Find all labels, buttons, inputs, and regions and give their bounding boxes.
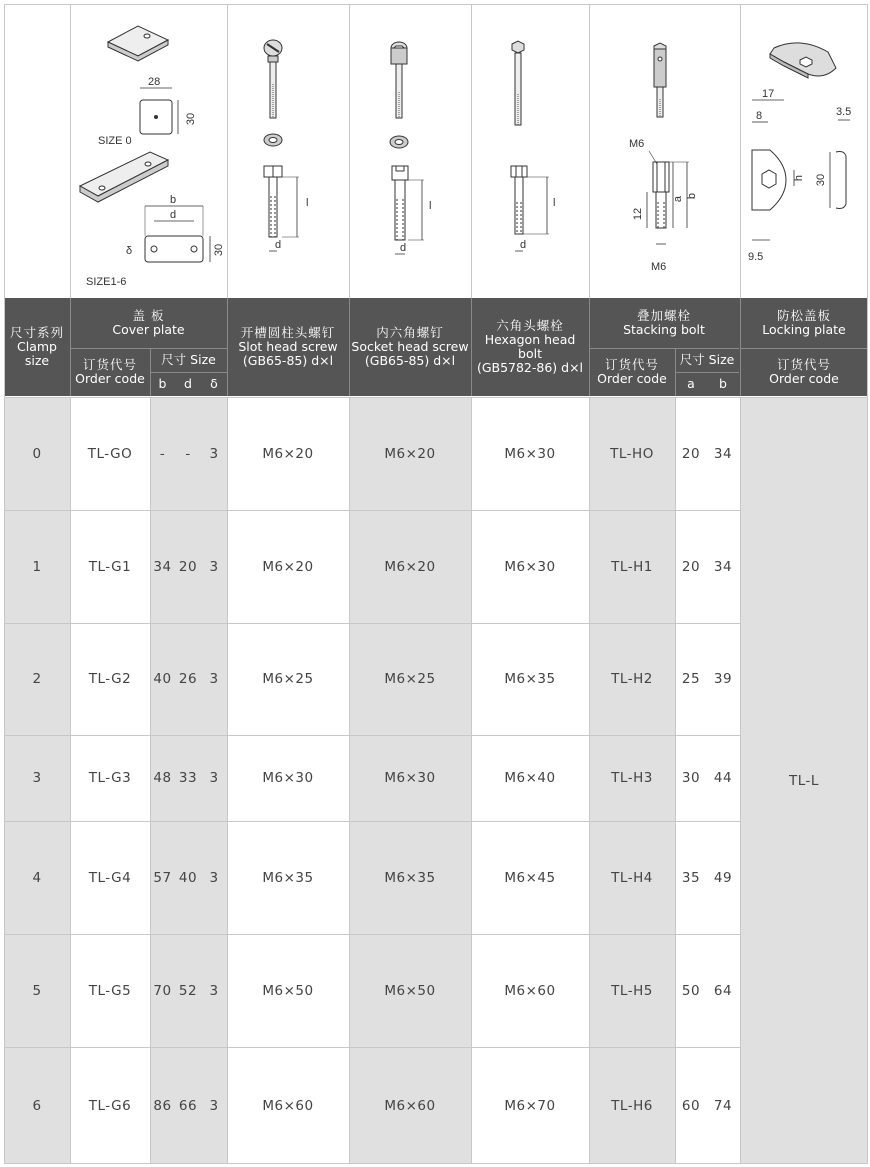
cell-slot: M6×20 <box>262 445 314 462</box>
socket-screw-drawing <box>349 4 471 297</box>
spec-table <box>4 4 868 1164</box>
cell-size: 6 <box>4 1047 70 1164</box>
cell-socket: M6×25 <box>349 623 471 735</box>
grid-hline <box>4 1163 868 1164</box>
size-zh: 尺寸 <box>161 352 187 367</box>
stack-dim-b: b <box>686 192 698 200</box>
cell-delta: 3 <box>201 510 227 623</box>
cell-a: 60 <box>681 1097 701 1114</box>
stack-dim-a: a <box>672 195 684 203</box>
cell-b2: 44 <box>713 770 733 786</box>
cell-a: 50 <box>681 982 701 999</box>
grid-hline <box>4 1047 740 1048</box>
cell-b: 48 <box>150 735 175 821</box>
locking-plate-drawing <box>740 4 868 297</box>
cell-code: TL-G3 <box>88 770 132 786</box>
cell-slot: M6×35 <box>262 869 314 886</box>
grid-vline <box>675 397 676 1164</box>
grid-vline <box>4 4 5 1164</box>
cell-size: 0 <box>4 397 70 510</box>
cell-hex: M6×45 <box>504 869 556 886</box>
cell-a: 25 <box>681 671 701 687</box>
stack-dim-12: 12 <box>632 207 644 221</box>
lock-dim-h: h <box>793 174 805 182</box>
cell-socket: M6×30 <box>349 735 471 821</box>
socket-screw-icon <box>390 42 408 240</box>
cell-a: 30 <box>681 770 701 786</box>
size-en: Size <box>190 352 216 367</box>
grid-hline <box>4 623 740 624</box>
header-col-a: a <box>675 372 707 396</box>
cell-stack: TL-H2 <box>589 623 675 735</box>
stacking-bolt-drawing <box>589 4 739 297</box>
stack-m6-bottom: M6 <box>651 261 667 273</box>
cell-slot: M6×25 <box>262 671 314 687</box>
header-lock-order: 订货代号 Order code <box>740 348 868 396</box>
cell-b: 34 <box>150 510 175 623</box>
hex-dim-d: d <box>520 239 527 251</box>
cell-code: TL-G1 <box>88 558 132 575</box>
grid-vline <box>740 397 741 1164</box>
header-order-code <box>70 348 150 396</box>
grid-vline <box>471 4 472 298</box>
cell-delta: 3 <box>201 623 227 735</box>
grid-hline <box>4 510 740 511</box>
cell-a: 20 <box>681 558 701 575</box>
size0-label: SIZE 0 <box>98 135 132 147</box>
cell-stack: TL-H3 <box>589 735 675 821</box>
hex-dim-l: l <box>553 197 556 209</box>
header-col-b2: b <box>707 372 739 396</box>
cell-b2: 34 <box>713 558 733 575</box>
cell-d: 20 <box>175 510 201 623</box>
cell-stack: TL-HO <box>589 397 675 510</box>
cover-plate-small-icon <box>108 26 168 61</box>
cell-code: TL-G6 <box>88 1097 132 1114</box>
stacking-bolt-icon <box>653 43 669 228</box>
cell-size: 4 <box>4 821 70 934</box>
cell-d: 66 <box>175 1047 201 1164</box>
order-code-en: Order code <box>75 371 145 386</box>
size0-width-label: 28 <box>148 76 161 88</box>
cell-size: 2 <box>4 623 70 735</box>
grid-vline <box>349 397 350 1164</box>
cell-b2: 49 <box>713 869 733 886</box>
size0-height-label: 30 <box>185 112 197 126</box>
cell-d: - <box>175 397 201 510</box>
cover-plate-en: Cover plate <box>112 322 185 337</box>
cell-slot: M6×60 <box>262 1097 314 1114</box>
cell-socket: M6×50 <box>349 934 471 1047</box>
cell-b: - <box>150 397 175 510</box>
cell-socket: M6×20 <box>349 510 471 623</box>
grid-vline <box>70 4 71 298</box>
cell-delta: 3 <box>201 397 227 510</box>
header-col-d: d <box>175 372 201 396</box>
grid-vline <box>589 397 590 1164</box>
cell-delta: 3 <box>201 821 227 934</box>
slot-screw-drawing <box>227 4 350 297</box>
grid-vline <box>740 4 741 298</box>
grid-vline <box>589 4 590 298</box>
cell-code: TL-G2 <box>88 671 132 687</box>
grid-vline <box>227 4 228 298</box>
cell-a: 20 <box>681 445 701 462</box>
cell-code: TL-G4 <box>88 869 132 886</box>
cell-socket: M6×20 <box>349 397 471 510</box>
cell-stack: TL-H1 <box>589 510 675 623</box>
header-stack-order: 订货代号 Order code <box>589 348 675 396</box>
cell-size: 3 <box>4 735 70 821</box>
cell-b: 57 <box>150 821 175 934</box>
cell-d: 40 <box>175 821 201 934</box>
clamp-size-zh: 尺寸系列 <box>9 325 64 340</box>
cell-hex: M6×40 <box>504 770 556 786</box>
grid-vline <box>70 397 71 1164</box>
lock-dim-17: 17 <box>762 88 775 100</box>
slot-dim-l: l <box>306 197 309 209</box>
grid-vline <box>227 397 228 1164</box>
grid-hline <box>4 4 868 5</box>
cell-socket: M6×60 <box>349 1047 471 1164</box>
grid-hline <box>4 735 740 736</box>
lock-dim-8: 8 <box>756 110 763 122</box>
grid-vline <box>150 397 151 1164</box>
cell-b2: 34 <box>713 445 733 462</box>
grid-hline <box>4 934 740 935</box>
cell-d: 52 <box>175 934 201 1047</box>
locking-plate-code: TL-L <box>740 397 868 1164</box>
cell-delta: 3 <box>201 934 227 1047</box>
grid-vline <box>349 4 350 298</box>
slot-dim-d: d <box>275 239 282 251</box>
cell-b2: 39 <box>713 671 733 687</box>
dim-d-label: d <box>170 209 177 221</box>
header-stack-size: 尺寸 Size <box>675 348 739 372</box>
cell-d: 26 <box>175 623 201 735</box>
cover-plate-zh: 盖 板 <box>132 308 165 323</box>
header-locking-plate: 防松盖板 Locking plate <box>740 298 868 348</box>
cell-a: 35 <box>681 869 701 886</box>
cell-slot: M6×20 <box>262 558 314 575</box>
socket-dim-l: l <box>429 200 432 212</box>
hex-bolt-drawing <box>471 4 589 297</box>
cell-b: 86 <box>150 1047 175 1164</box>
dim-delta-label: δ <box>126 245 133 257</box>
cell-hex: M6×70 <box>504 1097 556 1114</box>
lock-dim-30: 30 <box>815 173 827 187</box>
header-clamp-size <box>4 298 70 396</box>
cell-slot: M6×30 <box>262 770 314 786</box>
cover-plate-drawing <box>70 4 227 297</box>
order-code-zh: 订货代号 <box>82 357 137 372</box>
lock-dim-3-5: 3.5 <box>836 106 852 118</box>
header-size <box>150 348 227 372</box>
header-socket-screw: 内六角螺钉 Socket head screw (GB65-85) d×l <box>349 298 471 396</box>
locking-plate-icon <box>752 43 846 210</box>
grid-vline <box>867 4 868 1164</box>
header-slot-screw: 开槽圆柱头螺钉 Slot head screw (GB65-85) d×l <box>227 298 349 396</box>
cell-delta: 3 <box>201 735 227 821</box>
size16-label: SIZE1-6 <box>86 276 127 288</box>
dim-b-label: b <box>170 194 177 206</box>
cell-hex: M6×35 <box>504 671 556 687</box>
cell-code: TL-G5 <box>88 982 132 999</box>
lock-dim-9-5: 9.5 <box>748 251 764 263</box>
socket-dim-d: d <box>400 242 407 254</box>
cell-hex: M6×60 <box>504 982 556 999</box>
cell-size: 1 <box>4 510 70 623</box>
dim-h-label: 30 <box>213 243 225 257</box>
cell-delta: 3 <box>201 1047 227 1164</box>
header-cover-plate <box>70 298 227 348</box>
cell-code: TL-GO <box>87 445 133 462</box>
header-hex-bolt: 六角头螺栓 Hexagon head bolt (GB5782-86) d×l <box>471 298 589 396</box>
cell-b2: 74 <box>713 1097 733 1114</box>
grid-hline <box>4 821 740 822</box>
cell-b: 70 <box>150 934 175 1047</box>
cell-b: 40 <box>150 623 175 735</box>
cell-hex: M6×30 <box>504 445 556 462</box>
cell-slot: M6×50 <box>262 982 314 999</box>
cell-hex: M6×30 <box>504 558 556 575</box>
header-col-b: b <box>150 372 175 396</box>
cell-d: 33 <box>175 735 201 821</box>
cover-plate-large-icon <box>80 152 168 202</box>
grid-hline <box>4 397 868 398</box>
clamp-size-en: Clamp size <box>17 339 57 368</box>
hex-bolt-icon <box>511 41 527 234</box>
cell-socket: M6×35 <box>349 821 471 934</box>
header-col-delta: δ <box>201 372 227 396</box>
cell-stack: TL-H5 <box>589 934 675 1047</box>
cell-size: 5 <box>4 934 70 1047</box>
cell-stack: TL-H6 <box>589 1047 675 1164</box>
header-stacking-bolt: 叠加螺栓 Stacking bolt <box>589 298 739 348</box>
cell-b2: 64 <box>713 982 733 999</box>
stack-m6-top: M6 <box>629 138 645 150</box>
slot-screw-icon <box>264 40 282 237</box>
cell-stack: TL-H4 <box>589 821 675 934</box>
grid-vline <box>471 397 472 1164</box>
